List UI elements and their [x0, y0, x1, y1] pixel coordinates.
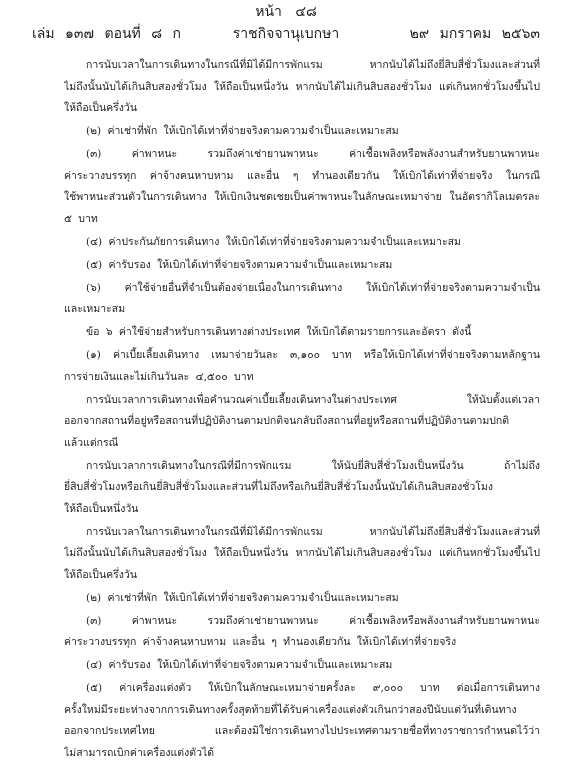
- text-line: ให้ถือเป็นหนึ่งวัน: [64, 502, 139, 515]
- domestic-item-3-transport: [64, 144, 540, 230]
- foreign-overnight-time-rule: [64, 456, 540, 521]
- text-line: (๔) ค่ารับรอง ให้เบิกได้เท่าที่จ่ายจริงตามความจำเป็นและเหมาะสม: [86, 659, 393, 671]
- text-line: (๒) ค่าเช่าที่พัก ให้เบิกได้เท่าที่จ่ายจริงตามความจำเป็นและเหมาะสม: [86, 125, 399, 137]
- text-line: การนับเวลาในการเดินทางในกรณีที่มิได้มีการพักแรม หากนับได้ไม่ถึงยี่สิบสี่ชั่วโมงและส่วนที่: [86, 59, 540, 71]
- text-line: การนับเวลาในการเดินทางในกรณีที่มิได้มีการพักแรม หากนับได้ไม่ถึงยี่สิบสี่ชั่วโมงและส่วนที่: [86, 525, 540, 538]
- text-line: การจ่ายเงินและไม่เกินวันละ ๔,๕๐๐ บาท: [64, 370, 254, 383]
- text-line: ข้อ ๖ ค่าใช้จ่ายสำหรับการเดินทางต่างประเทศ ให้เบิกได้ตามรายการและอัตรา ดังนี้: [86, 326, 472, 338]
- text-line: (๕) ค่ารับรอง ให้เบิกได้เท่าที่จ่ายจริงตามความจำเป็นและเหมาะสม: [86, 258, 393, 271]
- regulation-body: [64, 55, 540, 764]
- volume-issue: เล่ม ๑๓๗ ตอนที่ ๘ ก: [32, 26, 181, 42]
- text-line: ครั้งใหม่มีระยะห่างจากการเดินทางครั้งสุดท้ายที่ได้รับค่าเครื่องแต่งตัวเกินกว่าสองปีนับแต่วันที่เดินทาง: [64, 703, 517, 716]
- foreign-item-4-hospitality: [64, 655, 540, 677]
- foreign-item-5-clothing-allowance: [64, 678, 540, 764]
- text-line: การนับเวลาการเดินทางในกรณีที่มีการพักแรม ให้นับยี่สิบสี่ชั่วโมงเป็นหนึ่งวัน ถ้าไม่ถึง: [86, 459, 540, 472]
- text-line: ไม่ถึงนั้นนับได้เกินสิบสองชั่วโมง ให้ถือเป็นหนึ่งวัน หากนับได้ไม่เกินสิบสองชั่วโมง แต่เกินหกชั่วโมงขึ้นไป: [64, 547, 540, 559]
- publication-date: ๒๙ มกราคม ๒๕๖๓: [409, 26, 540, 42]
- foreign-item-2-lodging: [64, 588, 540, 610]
- text-line: ออกจากประเทศไทย และต้องมิใช่การเดินทางไปประเทศตามรายชื่อที่ทางราชการกำหนดไว้ว่า: [64, 725, 540, 737]
- text-line: (๕) ค่าเครื่องแต่งตัว ให้เบิกในลักษณะเหมาจ่ายครั้งละ ๙,๐๐๐ บาท ต่อเมื่อการเดินทาง: [86, 682, 540, 694]
- foreign-item-3-transport: [64, 611, 540, 654]
- text-line: ไม่สามารถเบิกค่าเครื่องแต่งตัวได้: [64, 746, 215, 759]
- text-line: ค่าระวางบรรทุก ค่าจ้างคนหาบหาม และอื่น ๆ ทำนองเดียวกัน ให้เบิกได้เท่าที่จ่ายจริง ในกรณี: [64, 169, 540, 182]
- text-line: ค่าระวางบรรทุก ค่าจ้างคนหาบหาม และอื่น ๆ ทำนองเดียวกัน ให้เบิกได้เท่าที่จ่ายจริง: [64, 636, 457, 648]
- page-header: [32, 24, 540, 44]
- foreign-per-diem-time-rule: [64, 390, 540, 455]
- text-line: ออกจากสถานที่อยู่หรือสถานที่ปฏิบัติงานตามปกติจนกลับถึงสถานที่อยู่หรือสถานที่ปฏิบัติงานตามปกติ: [64, 415, 510, 427]
- text-line: (๒) ค่าเช่าที่พัก ให้เบิกได้เท่าที่จ่ายจริงตามความจำเป็นและเหมาะสม: [86, 591, 399, 604]
- text-line: (๔) ค่าประกันภัยการเดินทาง ให้เบิกได้เท่าที่จ่ายจริงตามความจำเป็นและเหมาะสม: [86, 235, 461, 248]
- text-line: (๓) ค่าพาหนะ รวมถึงค่าเช่ายานพาหนะ ค่าเชื้อเพลิงหรือพลังงานสำหรับยานพาหนะ: [86, 614, 540, 627]
- text-line: ยี่สิบสี่ชั่วโมงหรือเกินยี่สิบสี่ชั่วโมงและส่วนที่ไม่ถึงหรือเกินยี่สิบสี่ชั่วโมงนั้นนับได้เกินสิบสองชั่วโมง: [64, 481, 493, 493]
- text-line: ใช้พาหนะส่วนตัวในการเดินทาง ให้เบิกเงินชดเชยเป็นค่าพาหนะในลักษณะเหมาจ่าย ในอัตรากิโลเมตรละ: [64, 191, 540, 203]
- clause-6-heading: [64, 322, 540, 344]
- text-line: (๓) ค่าพาหนะ รวมถึงค่าเช่ายานพาหนะ ค่าเชื้อเพลิงหรือพลังงานสำหรับยานพาหนะ: [86, 148, 540, 160]
- domestic-item-2-lodging: [64, 121, 540, 143]
- text-line: ให้ถือเป็นครึ่งวัน: [64, 568, 138, 581]
- foreign-item-1-per-diem: [64, 345, 540, 388]
- domestic-nonovernight-time-rule: [64, 55, 540, 120]
- page-number: หน้า ๔๘: [255, 4, 317, 20]
- text-line: และเหมาะสม: [64, 303, 126, 315]
- domestic-item-4-travel-insurance: [64, 232, 540, 254]
- gazette-title: ราชกิจจานุเบกษา: [232, 26, 340, 42]
- foreign-nonovernight-time-rule: [64, 522, 540, 587]
- text-line: ให้ถือเป็นครึ่งวัน: [64, 102, 138, 114]
- text-line: ๕ บาท: [64, 212, 98, 225]
- text-line: การนับเวลาการเดินทางเพื่อคำนวณค่าเบี้ยเลี้ยงเดินทางในต่างประเทศ ให้นับตั้งแต่เวลา: [86, 393, 540, 406]
- domestic-item-6-other-expenses: [64, 278, 540, 321]
- text-line: แล้วแต่กรณี: [64, 436, 119, 449]
- text-line: ไม่ถึงนั้นนับได้เกินสิบสองชั่วโมง ให้ถือเป็นหนึ่งวัน หากนับได้ไม่เกินสิบสองชั่วโมง แต่เกินหกชั่วโมงขึ้นไป: [64, 80, 540, 93]
- domestic-item-5-hospitality: [64, 255, 540, 277]
- text-line: (๖) ค่าใช้จ่ายอื่นที่จำเป็นต้องจ่ายเนื่องในการเดินทาง ให้เบิกได้เท่าที่จ่ายจริงตามความจำเป็น: [86, 281, 540, 294]
- text-line: (๑) ค่าเบี้ยเลี้ยงเดินทาง เหมาจ่ายวันละ ๓,๑๐๐ บาท หรือให้เบิกได้เท่าที่จ่ายจริงตามหลักฐาน: [86, 349, 540, 361]
